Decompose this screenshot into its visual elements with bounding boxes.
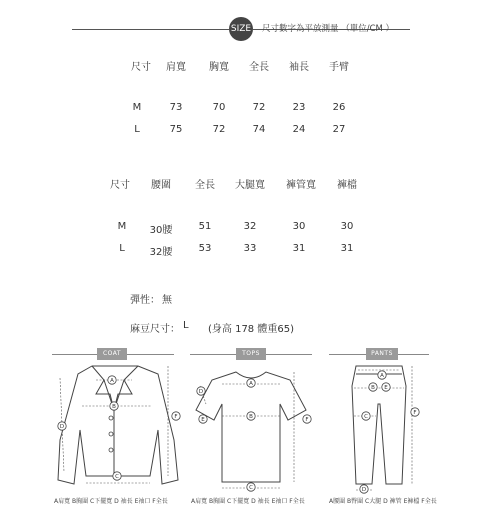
- tops-tag: TOPS: [236, 348, 266, 360]
- table-header: 袖長: [289, 62, 309, 73]
- table-cell: 31: [292, 243, 306, 254]
- measurement-note: 尺寸數字為平放測量 （單位/CM ）: [262, 24, 395, 34]
- table-cell: M: [132, 102, 142, 113]
- table-cell: 30: [292, 221, 306, 232]
- pants-marker-b: [368, 382, 378, 392]
- table-header: 肩寬: [166, 62, 186, 73]
- pants-marker-f: [410, 407, 420, 417]
- pants-marker-e: [381, 382, 391, 392]
- table-cell: L: [119, 243, 125, 254]
- size-badge: SIZE: [229, 17, 253, 41]
- table-cell: 72: [212, 124, 226, 135]
- svg-text:C: C: [249, 485, 253, 491]
- svg-text:B: B: [112, 404, 116, 410]
- table-cell: 70: [212, 102, 226, 113]
- table-header: 全長: [195, 180, 215, 191]
- table-header: 大腿寬: [235, 180, 265, 191]
- table-header: 尺寸: [110, 180, 130, 191]
- table-cell: 33: [243, 243, 257, 254]
- table-cell: 72: [252, 102, 266, 113]
- table-cell: 51: [198, 221, 212, 232]
- pants-marker-d: [359, 484, 369, 494]
- svg-text:D: D: [59, 424, 65, 430]
- table-cell: 32: [243, 221, 257, 232]
- svg-text:E: E: [201, 417, 205, 423]
- table-header: 尺寸: [131, 62, 151, 73]
- svg-text:C: C: [364, 414, 368, 420]
- pants-tag: PANTS: [366, 348, 398, 360]
- table-header: 胸寬: [209, 62, 229, 73]
- coat-legend: A肩寬 B胸圍 C下擺寬 D 袖長 E袖口 F全長: [54, 498, 168, 505]
- table-cell: L: [134, 124, 140, 135]
- svg-text:A: A: [380, 373, 384, 379]
- table-cell: 24: [292, 124, 306, 135]
- elasticity-label: 彈性：: [130, 295, 160, 306]
- table-cell: 31: [340, 243, 354, 254]
- table-cell: 27: [332, 124, 346, 135]
- table-cell: 30腰: [149, 225, 173, 236]
- table-header: 褲管寬: [286, 180, 316, 191]
- model-label: 麻豆尺寸：: [130, 324, 180, 335]
- table-header: 腰圍: [151, 180, 171, 191]
- svg-text:F: F: [413, 410, 417, 416]
- svg-text:B: B: [371, 385, 375, 391]
- elasticity-value: 無: [162, 295, 172, 306]
- table-cell: 74: [252, 124, 266, 135]
- svg-text:B: B: [249, 414, 253, 420]
- svg-text:E: E: [384, 385, 388, 391]
- pants-legend: A腰圍 B臀圍 C大腿 D 褲管 E褲檔 F全長: [329, 498, 437, 505]
- table-header: 褲檔: [337, 180, 357, 191]
- table-header: 全長: [249, 62, 269, 73]
- svg-text:A: A: [110, 378, 114, 384]
- pants-marker-c: [361, 411, 371, 421]
- svg-text:C: C: [115, 474, 119, 480]
- svg-text:D: D: [361, 487, 367, 493]
- model-body: (身高 178 體重65): [208, 324, 294, 335]
- table-cell: 75: [169, 124, 183, 135]
- table-cell: 30: [340, 221, 354, 232]
- pants-marker-a: [377, 370, 387, 380]
- tops-legend: A肩寬 B胸圍 C下擺寬 D 袖長 E袖口 F全長: [191, 498, 305, 505]
- table-cell: M: [117, 221, 127, 232]
- model-size: L: [183, 320, 189, 331]
- table-cell: 23: [292, 102, 306, 113]
- svg-text:F: F: [305, 417, 309, 423]
- coat-tag: COAT: [97, 348, 127, 360]
- table-cell: 32腰: [149, 247, 173, 258]
- table-header: 手臂: [329, 62, 349, 73]
- svg-text:D: D: [198, 389, 204, 395]
- table-cell: 26: [332, 102, 346, 113]
- table-cell: 73: [169, 102, 183, 113]
- svg-text:A: A: [249, 381, 253, 387]
- table-cell: 53: [198, 243, 212, 254]
- svg-text:F: F: [174, 414, 178, 420]
